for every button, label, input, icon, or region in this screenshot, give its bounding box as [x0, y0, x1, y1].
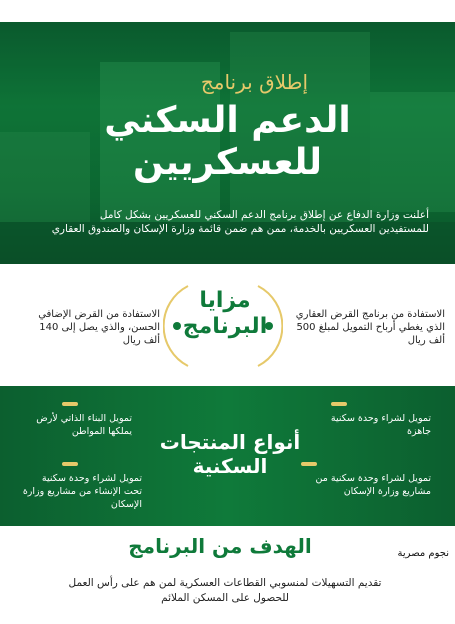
products-title-line1: أنواع المنتجات	[159, 430, 301, 454]
hero-description: أعلنت وزارة الدفاع عن إطلاق برنامج الدعم السكني للعسكريين بشكل كامل للمستفيدين العسكريين بالخدمة، ممن هم ضمن قائمة وزارة الإسكان والصندوق العقاري	[51, 209, 429, 235]
hero-title-line2: للعسكريين	[132, 142, 323, 183]
top-cropped-strip	[0, 0, 455, 22]
goal-title: الهدف من البرنامج	[128, 534, 312, 558]
advantages-title	[170, 288, 280, 340]
product-item-label: تمويل البناء الذاتي لأرض يملكها المواطن	[36, 413, 132, 437]
goal-section	[0, 526, 455, 624]
advantages-title-line1: مزايا	[199, 288, 251, 313]
hero-title-line1: الدعم السكني	[104, 100, 351, 141]
hero-title	[0, 100, 455, 184]
gold-dash-icon	[331, 402, 347, 406]
product-item-label: تمويل لشراء وحدة سكنية تحت الإنشاء من مشاريع وزارة الإسكان	[22, 473, 142, 510]
products-section	[0, 386, 455, 526]
product-item-ready-unit	[321, 402, 431, 438]
product-item-label: تمويل لشراء وحدة سكنية من مشاريع وزارة الإسكان	[315, 473, 431, 497]
goal-text: تقديم التسهيلات لمنسوبي القطاعات العسكرية لمن هم على رأس العمل للحصول على المسكن الملائم	[68, 577, 382, 604]
gold-dash-icon	[62, 402, 78, 406]
gold-dash-icon	[62, 462, 78, 466]
products-title-line2: السكنية	[192, 454, 268, 478]
product-item-self-build	[22, 402, 132, 438]
product-item-label: تمويل لشراء وحدة سكنية جاهزة	[330, 413, 431, 437]
products-title	[140, 430, 320, 478]
product-item-under-construction	[22, 462, 142, 511]
advantage-item-extra-loan: الاستفادة من القرض الإضافي الحسن، والذي يصل إلى 140 ألف ريال	[38, 309, 160, 346]
advantage-item-loan: الاستفادة من برنامج القرض العقاري الذي يغطي أرباح التمويل لمبلغ 500 ألف ريال	[295, 309, 445, 346]
advantages-title-line2: البرنامج	[182, 314, 268, 339]
source-label: نجوم مصرية	[397, 548, 449, 559]
hero-subtitle: إطلاق برنامج	[200, 70, 308, 94]
hero-banner	[0, 22, 455, 264]
advantages-section	[0, 264, 455, 386]
